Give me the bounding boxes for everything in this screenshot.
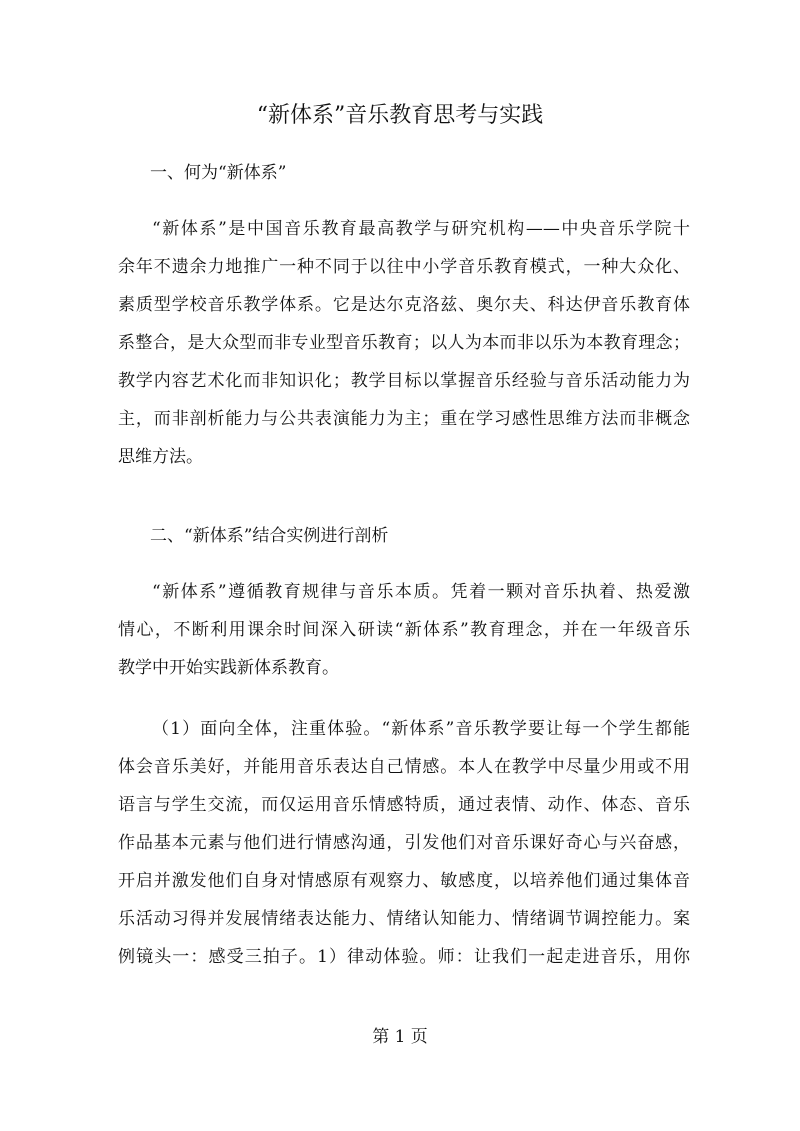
document-title: “新体系”音乐教育思考与实践 bbox=[256, 103, 544, 128]
paragraph-line: 素质型学校音乐教学体系。它是达尔克洛兹、奥尔夫、科达伊音乐教育体 bbox=[118, 295, 690, 315]
paragraph-line: 作品基本元素与他们进行情感沟通，引发他们对音乐课好奇心与兴奋感， bbox=[118, 833, 690, 853]
paragraph-2 bbox=[118, 573, 690, 687]
paragraph-3 bbox=[118, 710, 690, 976]
paragraph-line: 语言与学生交流，而仅运用音乐情感特质，通过表情、动作、体态、音乐 bbox=[118, 795, 690, 815]
paragraph-line: 例镜头一：感受三拍子。1）律动体验。师：让我们一起走进音乐，用你 bbox=[118, 947, 690, 967]
paragraph-1 bbox=[118, 210, 690, 476]
paragraph-line: 主，而非剖析能力与公共表演能力为主；重在学习感性思维方法而非概念 bbox=[118, 409, 690, 429]
paragraph-line: 情心，不断利用课余时间深入研读“新体系”教育理念，并在一年级音乐 bbox=[118, 620, 690, 640]
paragraph-line: 思维方法。 bbox=[118, 447, 203, 467]
paragraph-line: 系整合，是大众型而非专业型音乐教育；以人为本而非以乐为本教育理念； bbox=[118, 333, 690, 353]
paragraph-line: 余年不遗余力地推广一种不同于以往中小学音乐教育模式，一种大众化、 bbox=[118, 257, 690, 277]
paragraph-line: 教学内容艺术化而非知识化；教学目标以掌握音乐经验与音乐活动能力为 bbox=[118, 371, 690, 391]
section-heading-2: 二、“新体系”结合实例进行剖析 bbox=[150, 526, 389, 546]
paragraph-line: 乐活动习得并发展情绪表达能力、情绪认知能力、情绪调节调控能力。案 bbox=[118, 909, 690, 929]
page-number-footer: 第 1 页 bbox=[372, 1027, 428, 1047]
paragraph-line: （1）面向全体，注重体验。“新体系”音乐教学要让每一个学生都能 bbox=[152, 719, 690, 739]
paragraph-line: “新体系”遵循教育规律与音乐本质。凭着一颗对音乐执着、热爱激 bbox=[152, 582, 690, 602]
section-heading-1: 一、何为“新体系” bbox=[150, 163, 287, 183]
paragraph-line: 开启并激发他们自身对情感原有观察力、敏感度，以培养他们通过集体音 bbox=[118, 871, 690, 891]
paragraph-line: 教学中开始实践新体系教育。 bbox=[118, 658, 339, 678]
paragraph-line: 体会音乐美好，并能用音乐表达自己情感。本人在教学中尽量少用或不用 bbox=[118, 757, 690, 777]
paragraph-line: “新体系”是中国音乐教育最高教学与研究机构——中央音乐学院十 bbox=[152, 219, 690, 239]
